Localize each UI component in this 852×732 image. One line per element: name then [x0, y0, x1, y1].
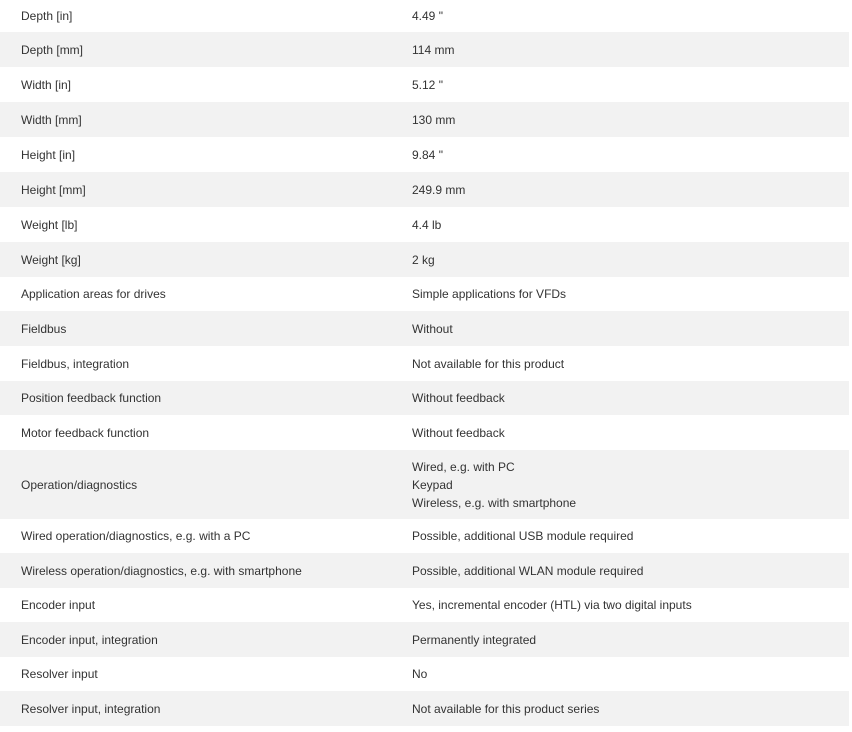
spec-value-line: 5.12 " — [412, 77, 443, 92]
spec-label: Wireless operation/diagnostics, e.g. with smartphone — [21, 563, 302, 578]
table-row — [0, 102, 849, 137]
spec-label: Height [in] — [21, 147, 76, 162]
spec-label: Weight [lb] — [21, 217, 78, 232]
spec-label: Position feedback function — [21, 391, 162, 405]
spec-label: Resolver input — [21, 667, 98, 681]
table-row — [0, 242, 849, 277]
spec-value — [412, 216, 849, 234]
table-row — [0, 311, 849, 346]
spec-label: Motor feedback function — [21, 425, 150, 440]
spec-value — [412, 320, 849, 338]
spec-label: Operation/diagnostics — [21, 477, 138, 492]
spec-label: Depth [in] — [21, 9, 73, 23]
spec-label: Width [in] — [21, 77, 72, 92]
spec-label: Encoder input — [21, 598, 96, 612]
spec-value-line: 4.49 " — [412, 9, 443, 23]
spec-value-line: Not available for this product — [412, 356, 565, 371]
spec-label: Fieldbus — [21, 321, 67, 336]
spec-value-line: Permanently integrated — [412, 632, 537, 647]
table-row — [0, 346, 849, 381]
table-row — [0, 450, 849, 519]
spec-value-line: Wired, e.g. with PC — [412, 459, 515, 474]
spec-value-line: Without feedback — [412, 425, 505, 440]
spec-value-line: No — [412, 667, 428, 681]
spec-value — [412, 285, 849, 303]
spec-value — [412, 631, 849, 649]
spec-value-line: Possible, additional WLAN module required — [412, 563, 644, 578]
table-row — [0, 657, 849, 691]
spec-label: Resolver input, integration — [21, 701, 161, 716]
spec-value — [412, 389, 849, 407]
spec-value-line: 130 mm — [412, 112, 456, 127]
spec-value — [412, 700, 849, 718]
spec-value — [412, 527, 849, 545]
spec-value-line: Not available for this product series — [412, 701, 600, 716]
table-row — [0, 519, 849, 553]
spec-value-line: Possible, additional USB module required — [412, 529, 634, 543]
spec-value-line: Keypad — [412, 477, 453, 492]
spec-value-line: Wireless, e.g. with smartphone — [412, 495, 577, 510]
table-row — [0, 137, 849, 172]
spec-label: Depth [mm] — [21, 42, 84, 57]
spec-value — [412, 76, 849, 94]
spec-value-line: 249.9 mm — [412, 182, 466, 197]
spec-value — [412, 355, 849, 373]
table-row — [0, 207, 849, 242]
spec-label: Encoder input, integration — [21, 632, 158, 647]
table-row — [0, 32, 849, 67]
spec-value — [412, 562, 849, 580]
table-row — [0, 415, 849, 450]
table-row — [0, 553, 849, 588]
spec-value-line: Simple applications for VFDs — [412, 287, 567, 301]
spec-label: Wired operation/diagnostics, e.g. with a PC — [21, 529, 251, 543]
spec-value-line: Without feedback — [412, 391, 505, 405]
table-row — [0, 0, 849, 32]
table-row — [0, 172, 849, 207]
table-row — [0, 67, 849, 102]
spec-value — [412, 146, 849, 164]
spec-value-line: 2 kg — [412, 252, 435, 267]
spec-value-line: Yes, incremental encoder (HTL) via two digital inputs — [412, 598, 692, 612]
table-row — [0, 588, 849, 622]
spec-label: Width [mm] — [21, 112, 82, 127]
spec-value-line: 9.84 " — [412, 147, 443, 162]
table-row — [0, 691, 849, 726]
spec-value-line: 114 mm — [412, 42, 455, 57]
spec-value-line: Without — [412, 321, 453, 336]
spec-value-line: 4.4 lb — [412, 217, 442, 232]
spec-label: Fieldbus, integration — [21, 356, 130, 371]
table-row — [0, 622, 849, 657]
spec-value — [412, 665, 849, 683]
spec-label: Height [mm] — [21, 182, 86, 197]
spec-value — [412, 458, 849, 512]
spec-label: Application areas for drives — [21, 287, 166, 301]
spec-value — [412, 181, 849, 199]
table-row — [0, 277, 849, 311]
spec-value — [412, 424, 849, 442]
spec-value — [412, 7, 849, 25]
spec-value — [412, 596, 849, 614]
table-row — [0, 381, 849, 415]
spec-value — [412, 251, 849, 269]
spec-value — [412, 111, 849, 129]
spec-label: Weight [kg] — [21, 252, 81, 267]
spec-value — [412, 41, 849, 59]
